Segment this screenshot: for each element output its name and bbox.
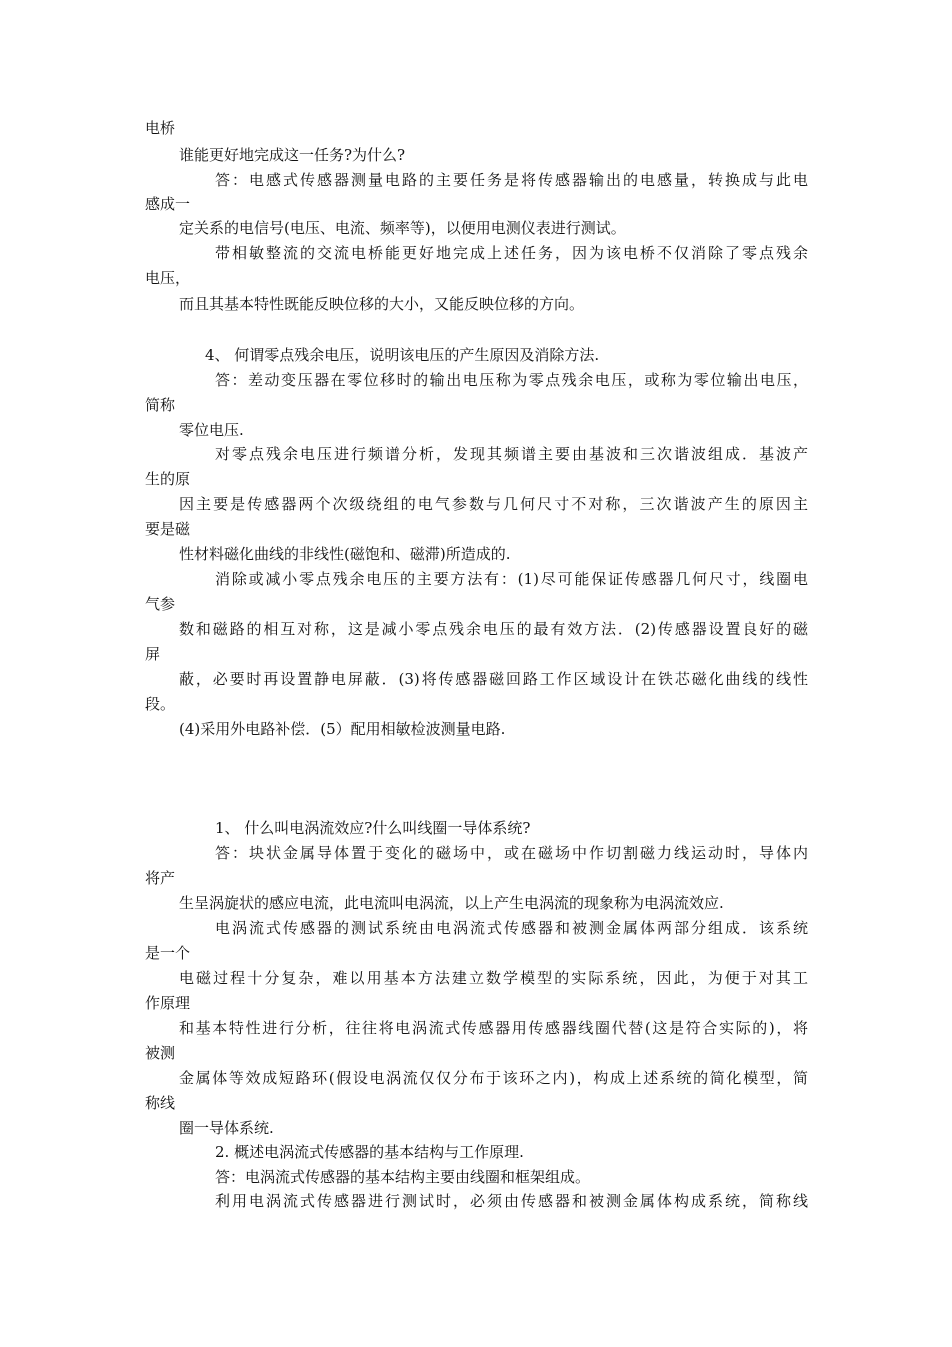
text-line: 被测: [145, 1044, 176, 1062]
text-line: 简称: [145, 396, 176, 414]
text-line: 数和磁路的相互对称，这是减小零点残余电压的最有效方法．(2)传感器设置良好的磁: [179, 620, 808, 638]
text-line: (4)采用外电路补偿．(5）配用相敏检波测量电路.: [179, 720, 506, 738]
text-line: 答：差动变压器在零位移时的输出电压称为零点残余电压，或称为零位输出电压，: [215, 371, 808, 389]
text-line: 答：块状金属导体置于变化的磁场中，或在磁场中作切割磁力线运动时，导体内: [215, 844, 808, 862]
text-line: 屏: [145, 645, 161, 663]
question-heading: 4、 何谓零点残余电压，说明该电压的产生原因及消除方法.: [205, 346, 600, 364]
text-line: 是一个: [145, 944, 191, 962]
text-line: 感成一: [145, 195, 191, 213]
text-line: 电压，: [145, 269, 191, 287]
text-line: 电涡流式传感器的测试系统由电涡流式传感器和被测金属体两部分组成．该系统: [215, 919, 808, 937]
text-line: 气参: [145, 595, 176, 613]
text-line: 段。: [145, 695, 176, 713]
question-heading: 2. 概述电涡流式传感器的基本结构与工作原理.: [215, 1143, 524, 1161]
text-line: 生的原: [145, 470, 191, 488]
text-line: 称线: [145, 1094, 176, 1112]
text-line: 定关系的电信号(电压、电流、频率等)，以便用电测仪表进行测试。: [179, 219, 626, 237]
text-line: 消除或减小零点残余电压的主要方法有：(1)尽可能保证传感器几何尺寸，线圈电: [215, 570, 808, 588]
text-line: 零位电压.: [179, 421, 244, 439]
text-line: 要是磁: [145, 520, 191, 538]
text-line: 生呈涡旋状的感应电流，此电流叫电涡流，以上产生电涡流的现象称为电涡流效应.: [179, 894, 724, 912]
text-line: 因主要是传感器两个次级绕组的电气参数与几何尺寸不对称，三次谐波产生的原因主: [179, 495, 808, 513]
text-line: 作原理: [145, 994, 191, 1012]
text-line: 和基本特性进行分析，往往将电涡流式传感器用传感器线圈代替(这是符合实际的)，将: [179, 1019, 808, 1037]
text-line: 带相敏整流的交流电桥能更好地完成上述任务，因为该电桥不仅消除了零点残余: [215, 244, 808, 262]
text-line: 电磁过程十分复杂，难以用基本方法建立数学模型的实际系统，因此，为便于对其工: [179, 969, 808, 987]
text-line: 答：电涡流式传感器的基本结构主要由线圈和框架组成。: [215, 1168, 591, 1186]
text-line: 谁能更好地完成这一任务?为什么?: [179, 146, 406, 164]
text-line: 利用电涡流式传感器进行测试时，必须由传感器和被测金属体构成系统，简称线: [215, 1192, 808, 1210]
text-line: 答：电感式传感器测量电路的主要任务是将传感器输出的电感量，转换成与此电: [215, 171, 808, 189]
question-heading: 1、 什么叫电涡流效应?什么叫线圈一导体系统?: [215, 819, 531, 837]
text-line: 而且其基本特性既能反映位移的大小，又能反映位移的方向。: [179, 295, 585, 313]
text-line: 性材料磁化曲线的非线性(磁饱和、磁滞)所造成的.: [179, 545, 511, 563]
text-line: 对零点残余电压进行频谱分析，发现其频谱主要由基波和三次谐波组成．基波产: [215, 445, 808, 463]
text-line: 圈一导体系统.: [179, 1119, 274, 1137]
text-line: 蔽，必要时再设置静电屏蔽．(3)将传感器磁回路工作区域设计在铁芯磁化曲线的线性: [179, 670, 808, 688]
text-line: 电桥: [145, 119, 176, 137]
text-line: 将产: [145, 869, 176, 887]
text-line: 金属体等效成短路环(假设电涡流仅仅分布于该环之内)，构成上述系统的简化模型，简: [179, 1069, 808, 1087]
